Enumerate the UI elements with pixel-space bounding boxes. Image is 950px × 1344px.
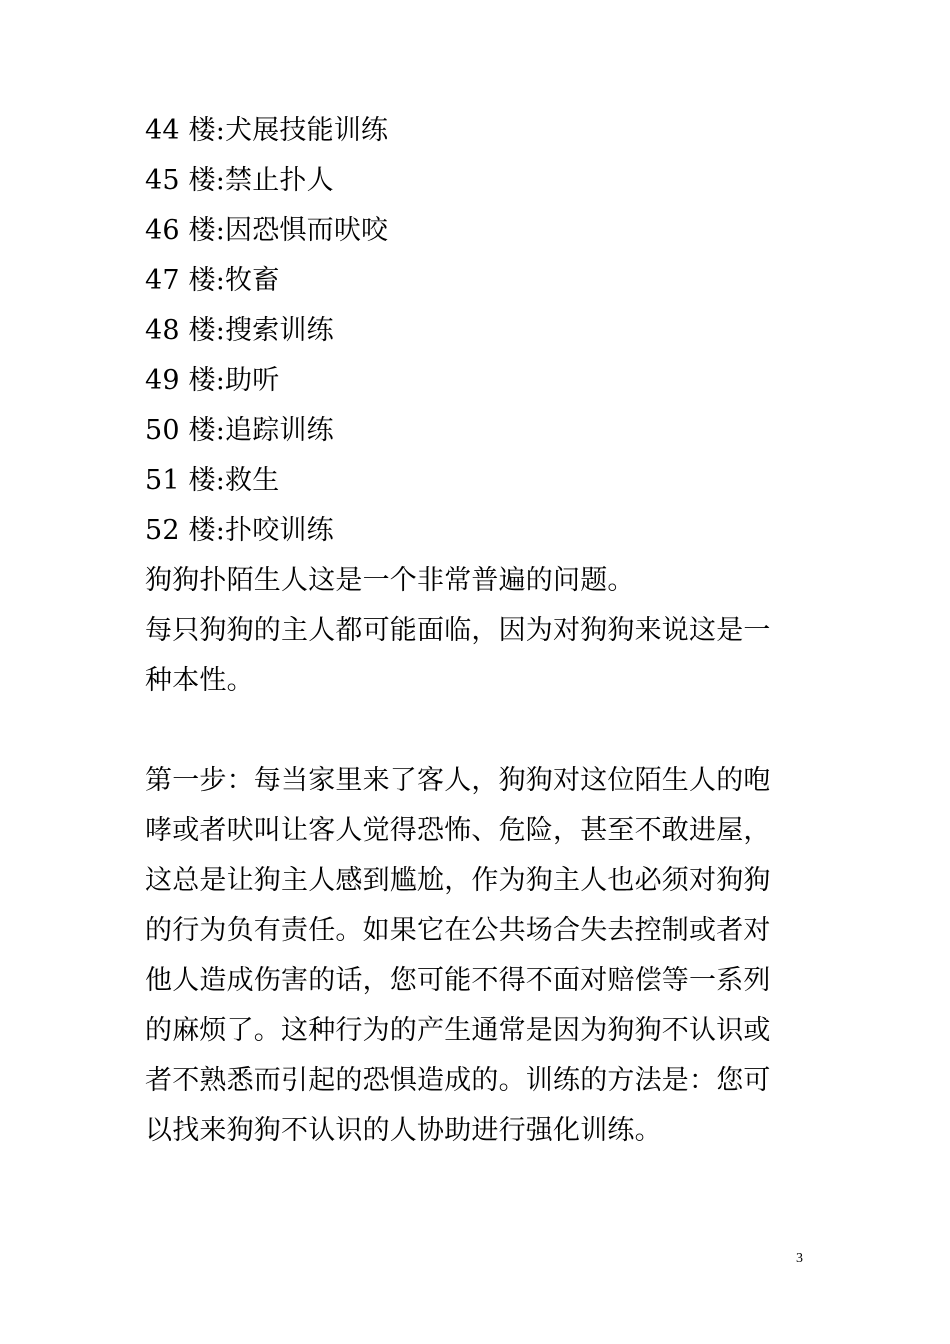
floor-list-item: 50 楼:追踪训练 (145, 415, 334, 446)
floor-list-item: 44 楼:犬展技能训练 (145, 115, 389, 146)
intro-paragraph-line: 每只狗狗的主人都可能面临，因为对狗狗来说这是一 (145, 615, 771, 646)
intro-paragraph-line: 狗狗扑陌生人这是一个非常普遍的问题。 (145, 565, 635, 596)
step-paragraph-line: 的麻烦了。这种行为的产生通常是因为狗狗不认识或 (145, 1015, 771, 1046)
step-paragraph-line: 哮或者吠叫让客人觉得恐怖、危险，甚至不敢进屋， (145, 815, 771, 846)
step-paragraph-line: 的行为负有责任。如果它在公共场合失去控制或者对 (145, 915, 771, 946)
floor-list-item: 49 楼:助听 (145, 365, 280, 396)
step-paragraph-line: 他人造成伤害的话，您可能不得不面对赔偿等一系列 (145, 965, 771, 996)
floor-list-item: 48 楼:搜索训练 (145, 315, 334, 346)
intro-paragraph-line: 种本性。 (145, 665, 254, 696)
step-paragraph-line: 以找来狗狗不认识的人协助进行强化训练。 (145, 1115, 662, 1146)
body-text (145, 106, 810, 1156)
floor-list-item: 47 楼:牧畜 (145, 265, 280, 296)
floor-list-item: 51 楼:救生 (145, 465, 280, 496)
page-number: 3 (796, 1251, 803, 1266)
floor-list-item: 45 楼:禁止扑人 (145, 165, 334, 196)
paragraph-spacer (145, 706, 810, 756)
step-paragraph-line: 第一步：每当家里来了客人，狗狗对这位陌生人的咆 (145, 765, 771, 796)
floor-list-item: 52 楼:扑咬训练 (145, 515, 334, 546)
step-paragraph-line: 者不熟悉而引起的恐惧造成的。训练的方法是：您可 (145, 1065, 771, 1096)
floor-list-item: 46 楼:因恐惧而吠咬 (145, 215, 389, 246)
step-paragraph-line: 这总是让狗主人感到尴尬，作为狗主人也必须对狗狗 (145, 865, 771, 896)
